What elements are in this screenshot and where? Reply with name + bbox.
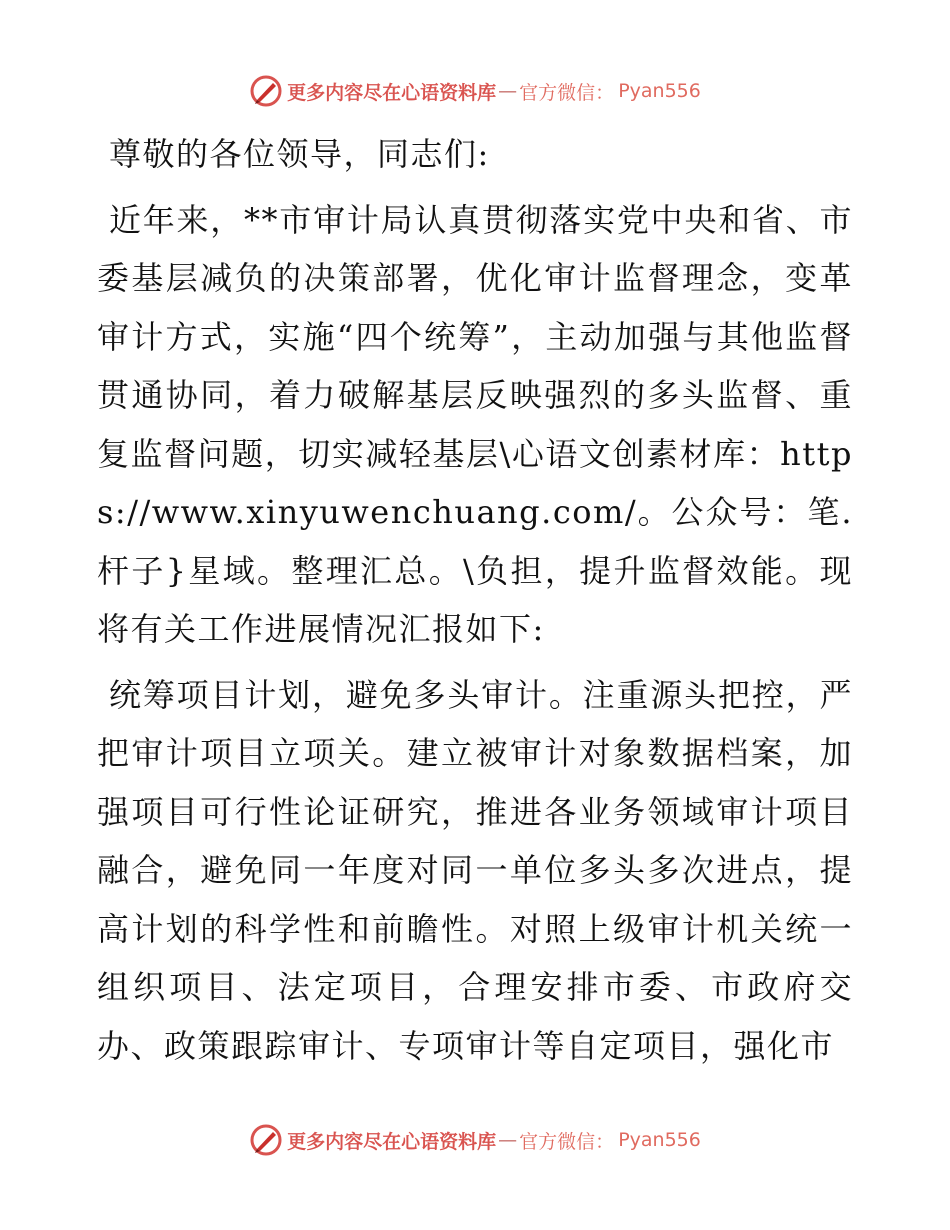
banner-wechat-id: Pyan556 [618, 1129, 701, 1151]
header-watermark-banner [0, 71, 950, 111]
quill-logo-icon [249, 1123, 283, 1157]
paragraph-1: 近年来，**市审计局认真贯彻落实党中央和省、市委基层减负的决策部署，优化审计监督理念，变革审计方式，实施“四个统筹”，主动加强与其他监督贯通协同，着力破解基层反映强烈的多头监督、重复监督问题，切实减轻基层\心语文创素材库：https://www.xinyuwenchuang.com/。公众号：笔.杆子}星域。整理汇总。\负担，提升监督效能。现将有关工作进展情况汇报如下: [97, 200, 853, 648]
salutation: 尊敬的各位领导，同志们: [109, 135, 490, 173]
banner-dash: — [498, 1129, 518, 1151]
quill-logo-icon [249, 74, 283, 108]
banner-wechat-label: 官方微信： [519, 81, 615, 104]
document-body [97, 125, 853, 1075]
footer-watermark-banner [0, 1120, 950, 1160]
banner-wechat-id: Pyan556 [618, 80, 701, 102]
banner-wechat-label: 官方微信： [519, 1130, 615, 1153]
banner-brand-text: 更多内容尽在心语资料库 [287, 81, 497, 104]
banner-dash: — [498, 80, 518, 102]
banner-brand-text: 更多内容尽在心语资料库 [287, 1130, 497, 1153]
paragraph-2: 统筹项目计划，避免多头审计。注重源头把控，严把审计项目立项关。建立被审计对象数据档案，加强项目可行性论证研究，推进各业务领域审计项目融合，避免同一年度对同一单位多头多次进点，提高计划的科学性和前瞻性。对照上级审计机关统一组织项目、法定项目，合理安排市委、市政府交办、政策跟踪审计、专项审计等自定项目，强化市 [97, 675, 853, 1065]
